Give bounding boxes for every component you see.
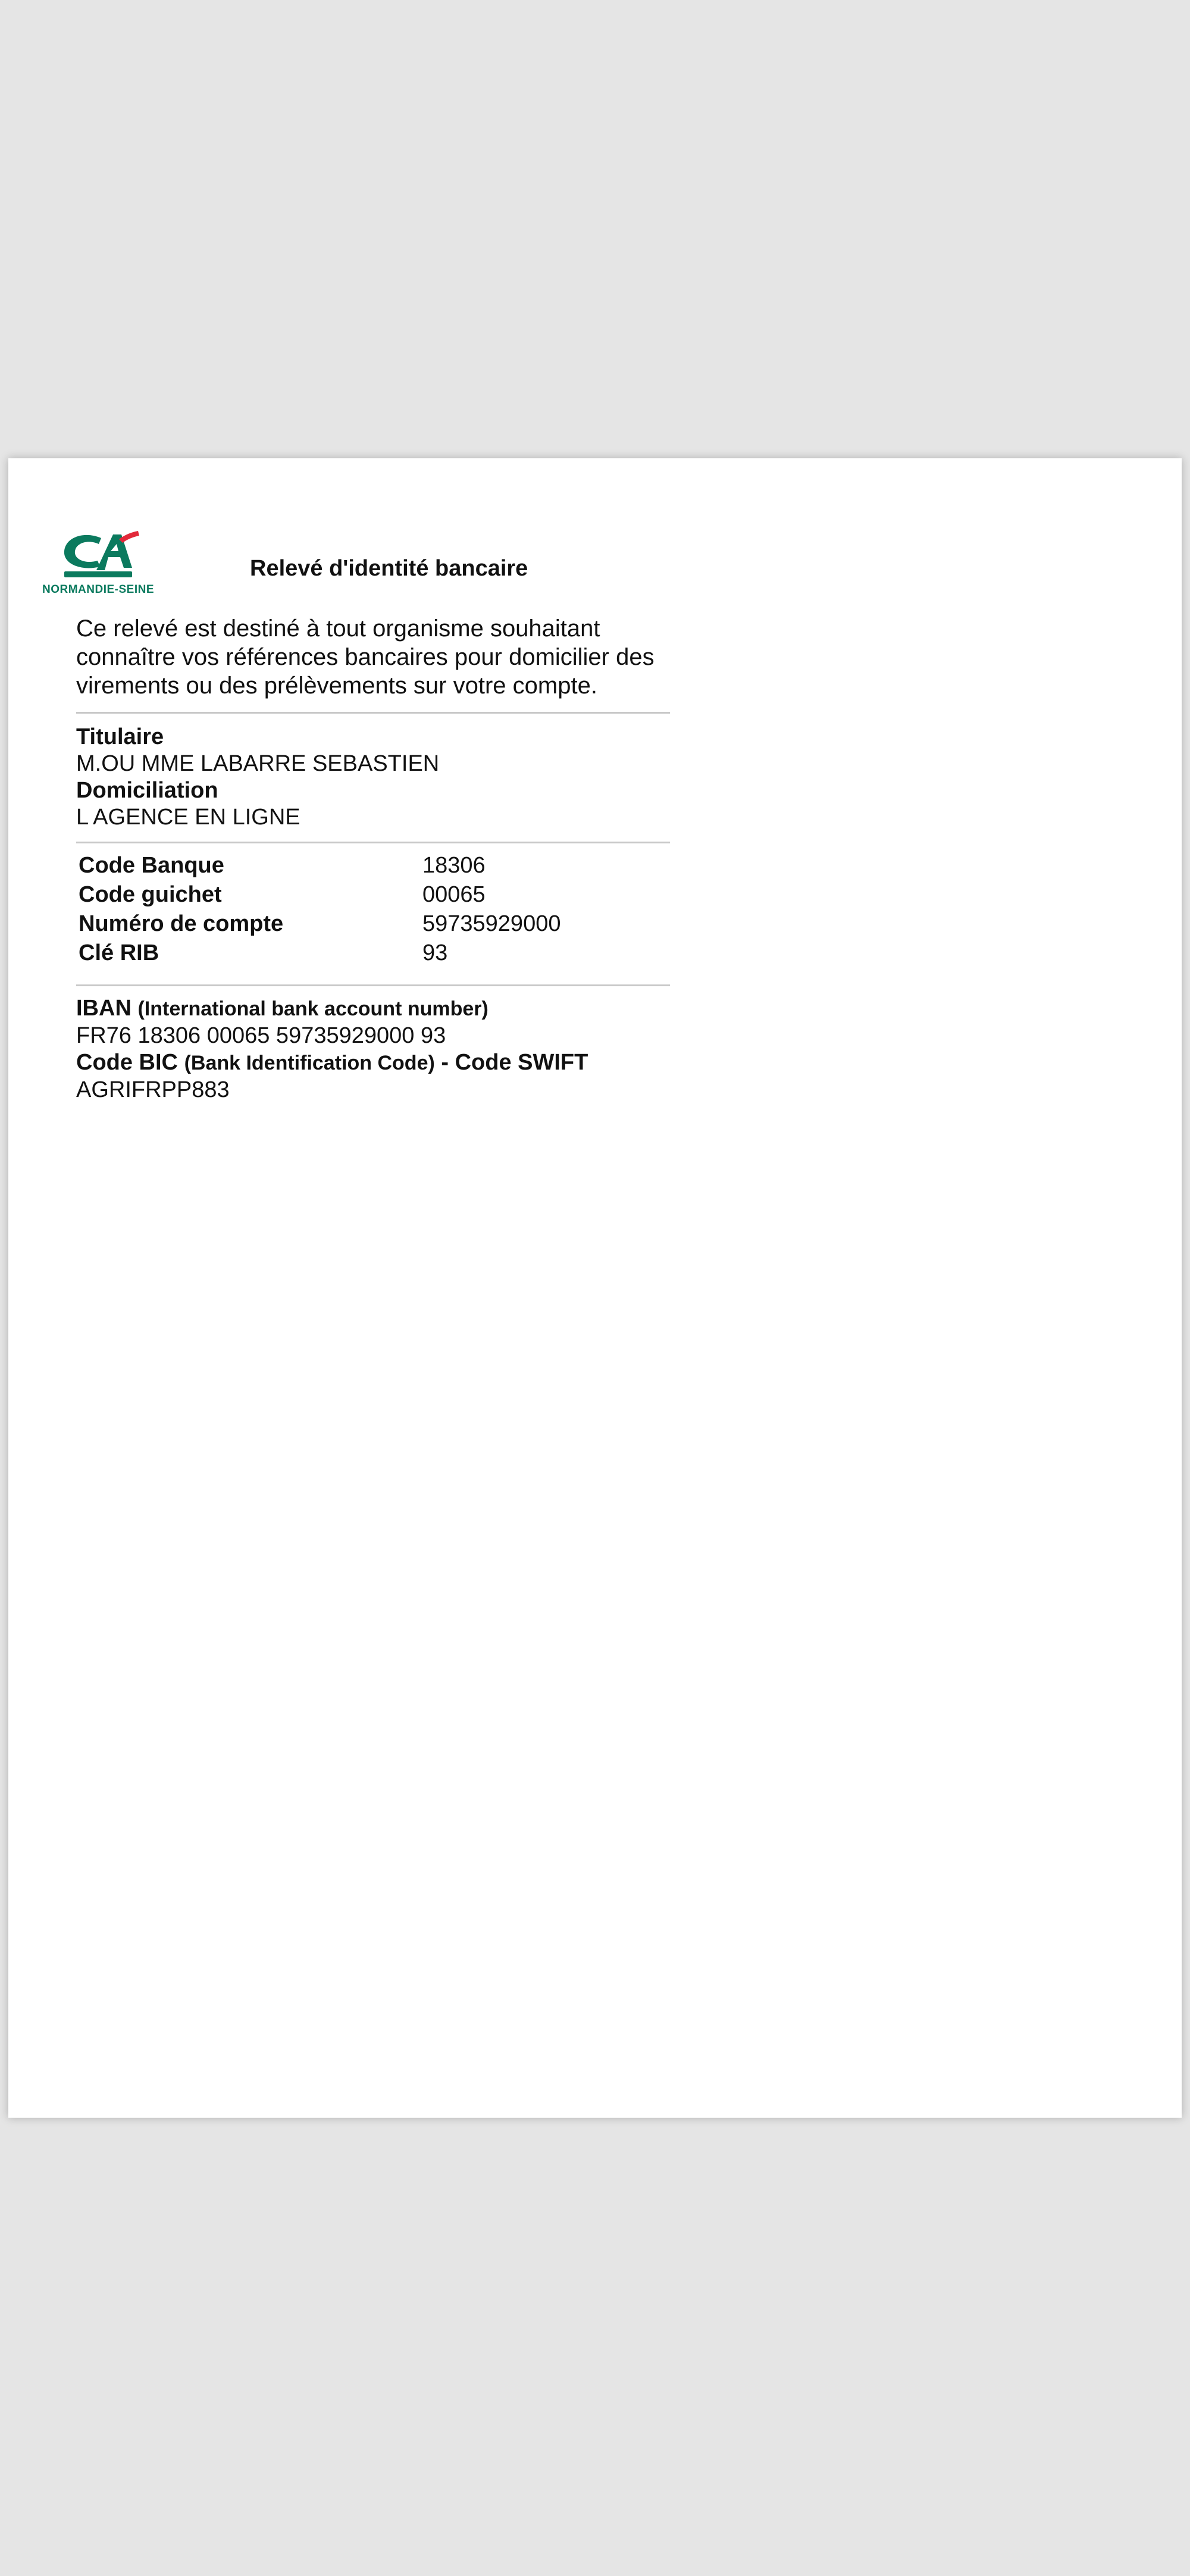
table-row [76,880,671,909]
code-guichet-label: Code guichet [79,882,222,907]
divider [76,842,670,843]
domiciliation-value: L AGENCE EN LIGNE [76,805,300,830]
cle-rib-value: 93 [422,940,448,965]
iban-label [76,995,671,1023]
document-page [8,458,1182,2118]
bank-codes-table [76,851,671,968]
bank-logo-text: NORMANDIE-SEINE [42,583,154,596]
holder-label: Titulaire [76,724,164,749]
bic-label-suffix: - Code SWIFT [441,1050,588,1075]
table-row [76,851,671,880]
divider [76,712,670,714]
code-banque-value: 18306 [422,853,486,878]
table-row [76,909,671,939]
iban-bic-section [76,995,671,1103]
bic-value: AGRIFRPP883 [76,1077,230,1102]
divider [76,984,670,986]
bic-label-main: Code BIC [76,1050,178,1075]
bank-logo [30,529,167,595]
holder-value: M.OU MME LABARRE SEBASTIEN [76,751,440,776]
cle-rib-label: Clé RIB [79,940,159,965]
iban-label-main: IBAN [76,996,131,1021]
account-number-value: 59735929000 [422,911,561,936]
domiciliation-label: Domiciliation [76,778,218,803]
credit-agricole-logo-icon [30,529,167,582]
table-row [76,939,671,968]
iban-value: FR76 18306 00065 59735929000 93 [76,1023,446,1048]
bic-label [76,1049,671,1077]
intro-paragraph: Ce relevé est destiné à tout organisme souhaitant connaître vos références bancaires pour domicilier des virements ou des prélèvements sur votre compte. [76,615,654,699]
holder-section [76,724,671,831]
code-guichet-value: 00065 [422,882,486,907]
account-number-label: Numéro de compte [79,911,284,936]
code-banque-label: Code Banque [79,853,224,878]
iban-label-detail: (International bank account number) [137,998,488,1020]
bic-label-detail: (Bank Identification Code) [184,1052,435,1074]
document-title: Relevé d'identité bancaire [250,556,528,581]
